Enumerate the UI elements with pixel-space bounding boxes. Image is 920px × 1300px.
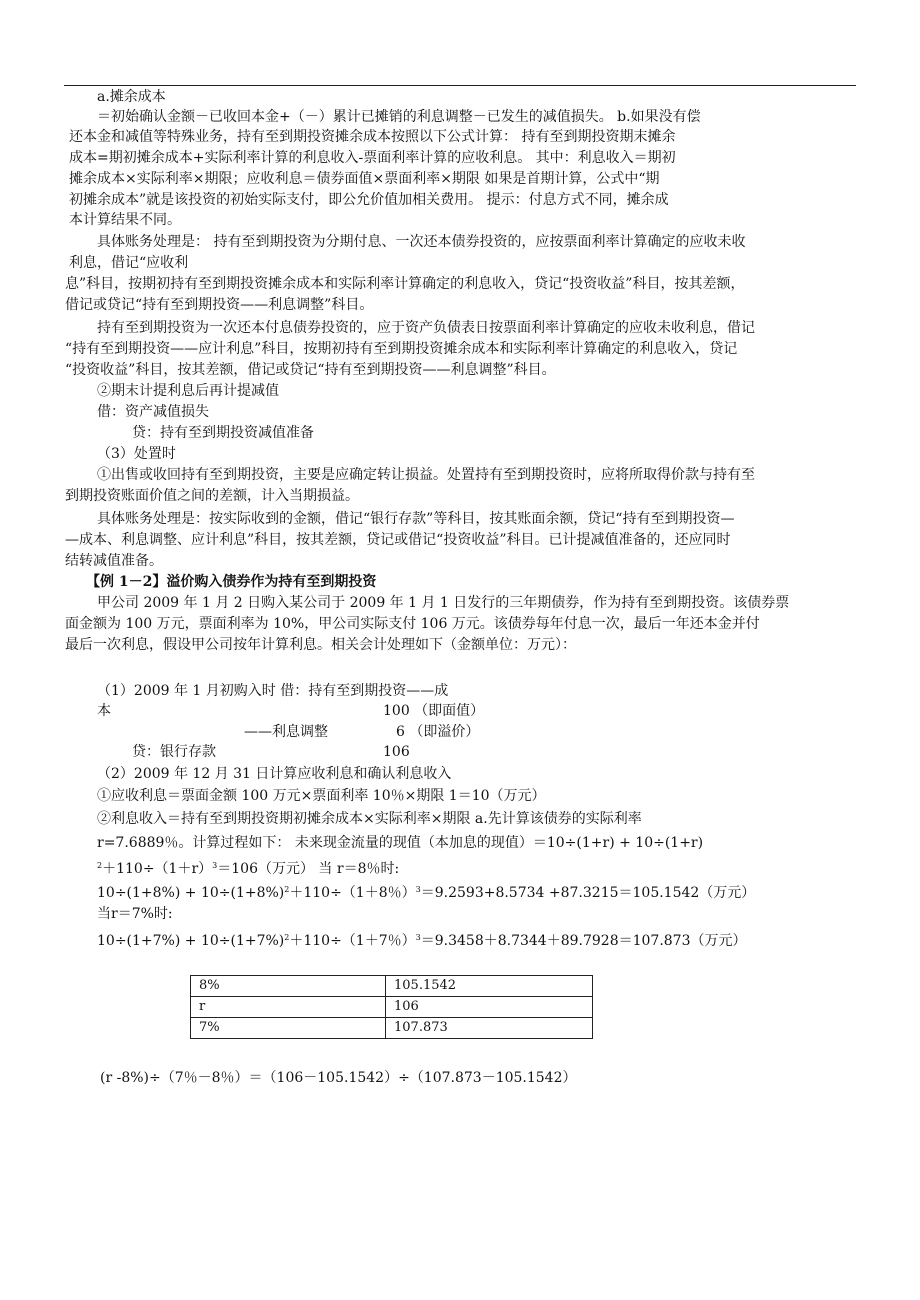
text-line: 成本=期初摊余成本+实际利率计算的利息收入-票面利率计算的应收利息。 其中：利息收入＝期初: [69, 150, 676, 166]
formula-part: 10÷(1+8%) + 10÷(1+8%): [97, 885, 285, 901]
text-line: —成本、利息调整、应计利息”科目，按其差额，贷记或借记“投资收益”科目。已计提减值准备的，还应同时: [65, 532, 731, 548]
text-line: ②利息收入＝持有至到期投资期初摊余成本×实际利率×期限 a.先计算该债券的实际利率: [97, 811, 642, 827]
table-cell-rate: r: [191, 997, 386, 1018]
text-line: 还本金和减值等特殊业务，持有至到期投资摊余成本按照以下公式计算： 持有至到期投资期末摊余: [69, 129, 676, 145]
example-heading: 【例 1－2】溢价购入债券作为持有至到期投资: [86, 574, 377, 590]
text-line: 面金额为 100 万元，票面利率为 10%，甲公司实际支付 106 万元。该债券每年付息一次，最后一年还本金并付: [65, 616, 760, 632]
text-line: 当r＝7%时:: [97, 906, 173, 922]
text-line: （3）处置时: [97, 446, 176, 462]
formula-line: [97, 928, 747, 951]
text-line: 持有至到期投资为一次还本付息债券投资的，应于资产负债表日按票面利率计算确定的应收未收利息，借记: [97, 320, 755, 336]
text-line: 息”科目，按期初持有至到期投资摊余成本和实际利率计算确定的利息收入，贷记“投资收益”科目，按其差额，: [65, 276, 745, 292]
header-rule: [64, 85, 856, 86]
text-line: 贷：持有至到期投资减值准备: [132, 425, 314, 441]
formula-line: [97, 880, 755, 903]
text-line: 初摊余成本”就是该投资的初始实际支付，即公允价值加相关费用。 提示：付息方式不同，摊余成: [69, 192, 669, 208]
text-line: “投资收益”科目，按其差额，借记或贷记“持有至到期投资——利息调整”科目。: [65, 362, 556, 378]
amount-text: 106: [383, 744, 410, 760]
superscript: 2: [284, 933, 290, 942]
text-line: ①应收利息＝票面金额 100 万元×票面利率 10％×期限 1＝10（万元）: [97, 788, 546, 804]
text-line: r=7.6889％。计算过程如下： 未来现金流量的现值（本加息的现值）＝10÷(1+r) + 10÷(1+r): [97, 835, 704, 851]
text-line: 结转减值准备。: [65, 553, 163, 569]
text-line: a.摊余成本: [97, 89, 166, 105]
text-line: (r -8%)÷（7％－8％）＝（106－105.1542）÷（107.873－105.1542）: [100, 1070, 577, 1086]
formula-line: [97, 856, 399, 879]
formula-part: 10÷(1+7%) + 10÷(1+7%): [97, 933, 285, 949]
text-line: 到期投资账面价值之间的差额，计入当期损益。: [65, 488, 359, 504]
text-line: 甲公司 2009 年 1 月 2 日购入某公司于 2009 年 1 月 1 日发行的三年期债券，作为持有至到期投资。该债券票: [97, 595, 790, 611]
formula-part: ＋110÷（1＋r）: [102, 861, 213, 877]
text-line: 本计算结果不同。: [69, 212, 181, 228]
text-line: ①出售或收回持有至到期投资，主要是应确定转让损益。处置持有至到期投资时，应将所取得价款与持有至: [97, 467, 755, 483]
table-row: [191, 1018, 593, 1039]
text-line: 利息，借记“应收利: [69, 255, 189, 271]
text-line: （2）2009 年 12 月 31 日计算应收利息和确认利息收入: [97, 766, 452, 782]
text-line: 本: [97, 703, 111, 719]
formula-part: ＝9.2593+8.5734 +87.3215＝105.1542（万元）: [420, 885, 756, 901]
interpolation-table: [190, 975, 593, 1039]
amount-text: 6 （即溢价）: [396, 724, 480, 740]
text-line: （1）2009 年 1 月初购入时 借：持有至到期投资——成: [97, 683, 449, 699]
formula-part: ＋110÷（1＋7％）: [289, 933, 416, 949]
text-line: 具体账务处理是： 持有至到期投资为分期付息、一次还本债券投资的，应按票面利率计算确定的应收未收: [97, 234, 746, 250]
formula-part: ＋110÷（1＋8％）: [289, 885, 416, 901]
text-line: “持有至到期投资——应计利息”科目，按期初持有至到期投资摊余成本和实际利率计算确定的利息收入，贷记: [65, 341, 738, 357]
formula-part: ＝9.3458＋8.7344＋89.7928＝107.873（万元）: [420, 933, 747, 949]
text-line: 最后一次利息，假设甲公司按年计算利息。相关会计处理如下（金额单位：万元）：: [65, 637, 576, 653]
superscript: 3: [415, 933, 421, 942]
table-cell-value: 106: [386, 997, 593, 1018]
superscript: 3: [415, 885, 421, 894]
superscript: 3: [212, 861, 218, 870]
text-line: 贷：银行存款: [132, 744, 216, 760]
table-row: [191, 976, 593, 997]
table-cell-value: 105.1542: [386, 976, 593, 997]
superscript: 2: [284, 885, 290, 894]
text-line: 摊余成本×实际利率×期限；应收利息＝债券面值×票面利率×期限 如果是首期计算，公式中“期: [69, 171, 660, 187]
text-line: 借：资产减值损失: [97, 404, 209, 420]
text-line: ——利息调整: [244, 724, 328, 740]
text-line: 具体账务处理是：按实际收到的金额，借记“银行存款”等科目，按其账面余额，贷记“持有至到期投资—: [97, 511, 735, 527]
table-cell-rate: 8%: [191, 976, 386, 997]
formula-part: ＝106（万元） 当 r＝8％时:: [217, 861, 400, 877]
text-line: ＝初始确认金额－已收回本金+（－）累计已摊销的利息调整－已发生的减值损失。 b.如果没有偿: [97, 109, 701, 125]
table-cell-value: 107.873: [386, 1018, 593, 1039]
table-row: [191, 997, 593, 1018]
text-line: 借记或贷记“持有至到期投资——利息调整”科目。: [65, 297, 374, 313]
superscript: 2: [97, 861, 103, 870]
text-line: ②期末计提利息后再计提减值: [97, 383, 279, 399]
table-cell-rate: 7%: [191, 1018, 386, 1039]
amount-text: 100 （即面值）: [383, 703, 485, 719]
